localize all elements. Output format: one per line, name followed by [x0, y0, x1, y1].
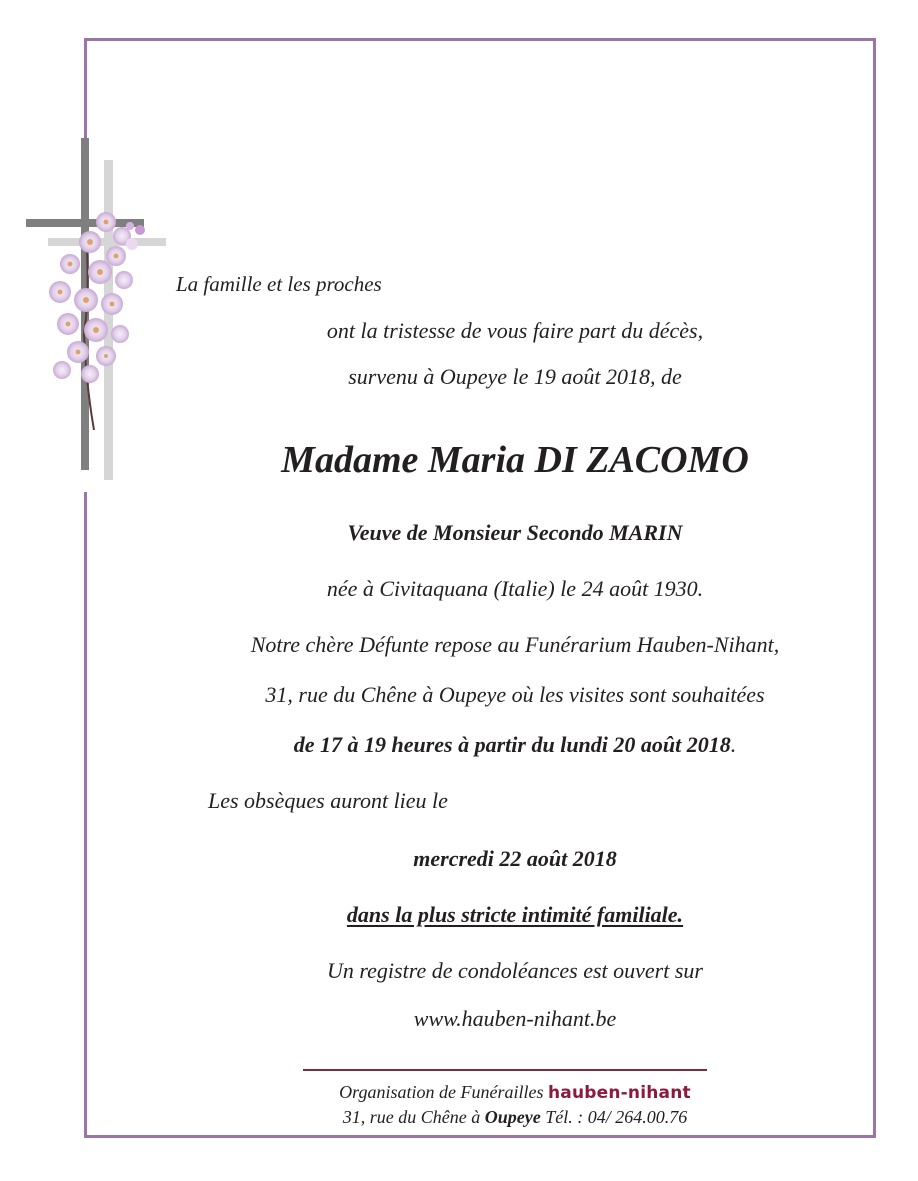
footer-address-prefix: 31, rue du Chêne à [342, 1107, 481, 1127]
repose-line-1: Notre chère Défunte repose au Funérarium Hauben-Nihant, [250, 632, 780, 657]
footer-divider [303, 1069, 707, 1071]
visits-line [0, 732, 918, 758]
footer-org-prefix: Organisation de Funérailles [339, 1082, 544, 1102]
website-link[interactable]: www.hauben-nihant.be [413, 1006, 617, 1031]
privacy-line: dans la plus stricte intimité familiale. [346, 902, 684, 927]
deceased-name: Madame Maria DI ZACOMO [281, 439, 749, 481]
brand-logo: hauben-nihant [547, 1083, 691, 1103]
announcement-line-1: ont la tristesse de vous faire part du décès, [326, 318, 704, 343]
footer-town: Oupeye [484, 1107, 541, 1127]
register-line: Un registre de condoléances est ouvert sur [327, 958, 703, 983]
intro-text: La famille et les proches [176, 272, 382, 296]
obseques-line: Les obsèques auront lieu le [208, 788, 448, 813]
visits-hours: de 17 à 19 heures à partir du lundi 20 août 2018 [293, 732, 731, 757]
visits-period: . [730, 732, 737, 757]
footer-phone: Tél. : 04/ 264.00.76 [545, 1107, 688, 1127]
repose-line-2: 31, rue du Chêne à Oupeye où les visites sont souhaitées [265, 682, 765, 707]
footer-organisation [0, 1082, 918, 1103]
footer-address [0, 1107, 918, 1128]
announcement-line-2: survenu à Oupeye le 19 août 2018, de [348, 364, 682, 389]
funeral-date: mercredi 22 août 2018 [413, 846, 617, 871]
spouse-line: Veuve de Monsieur Secondo MARIN [347, 520, 683, 545]
birth-line: née à Civitaquana (Italie) le 24 août 1930. [326, 576, 704, 601]
